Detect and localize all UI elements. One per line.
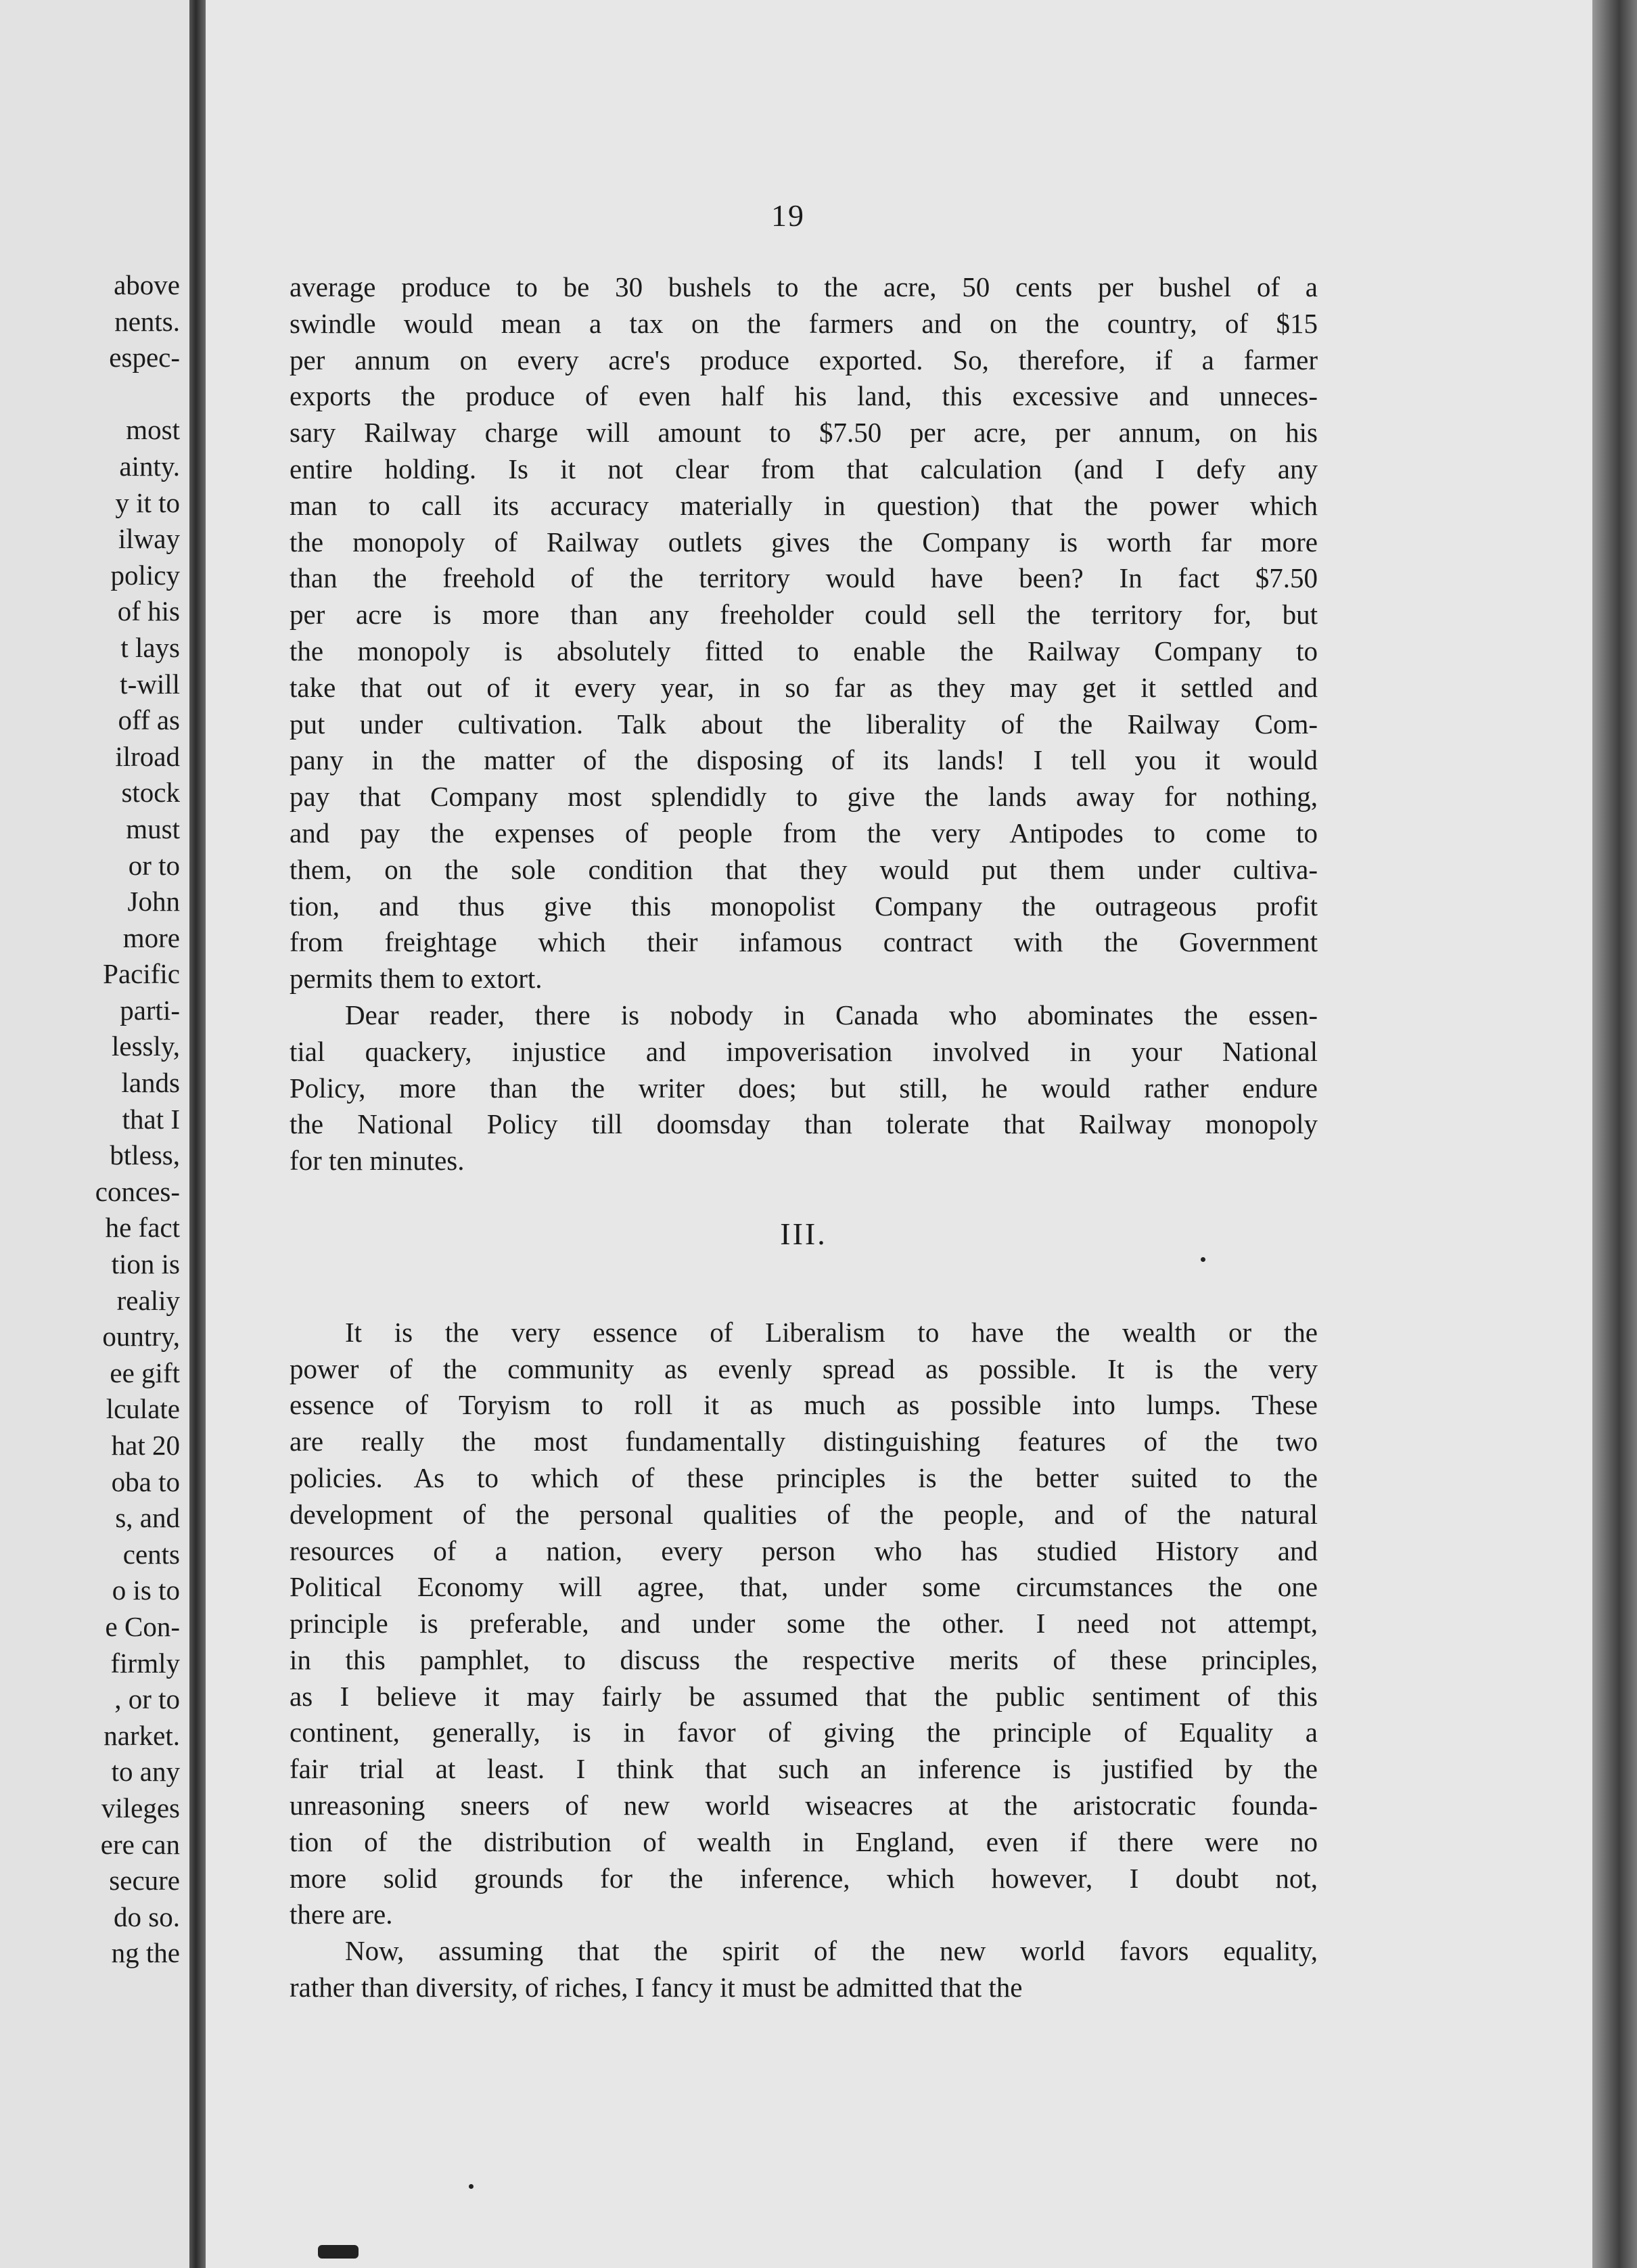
section-heading: III. bbox=[780, 1216, 827, 1251]
previous-page-line: ountry, bbox=[102, 1321, 180, 1353]
previous-page-line: above bbox=[114, 269, 180, 300]
text-line: the National Policy till doomsday than tolerate that Railway monopoly bbox=[290, 1108, 1318, 1140]
page-body bbox=[290, 269, 1318, 2006]
previous-page-line: ere can bbox=[100, 1828, 180, 1860]
previous-page-line: do so. bbox=[114, 1901, 180, 1932]
text-line: pany in the matter of the disposing of its lands! I tell you it would bbox=[290, 744, 1318, 776]
previous-page-line: oba to bbox=[111, 1466, 180, 1497]
previous-page-line: , or to bbox=[114, 1683, 180, 1715]
text-line: swindle would mean a tax on the farmers and on the country, of $15 bbox=[290, 307, 1318, 339]
previous-page-line: of his bbox=[117, 595, 180, 627]
previous-page-line: cents bbox=[122, 1538, 180, 1570]
text-line: the monopoly is absolutely fitted to enable the Railway Company to bbox=[290, 635, 1318, 666]
text-line: essence of Toryism to roll it as much as possible into lumps. These bbox=[290, 1389, 1318, 1421]
previous-page-line bbox=[0, 376, 180, 413]
previous-page-line: secure bbox=[109, 1865, 180, 1897]
page-edge bbox=[1592, 0, 1637, 2268]
scan-artifact bbox=[318, 2245, 359, 2259]
previous-page-line: that I bbox=[122, 1103, 180, 1135]
text-line: Now, assuming that the spirit of the new world favors equality, bbox=[345, 1935, 1318, 1967]
text-line: power of the community as evenly spread as possible. It is the very bbox=[290, 1353, 1318, 1384]
text-line: Dear reader, there is nobody in Canada who abominates the essen- bbox=[345, 999, 1318, 1030]
text-line: permits them to extort. bbox=[290, 963, 543, 995]
text-line: put under cultivation. Talk about the liberality of the Railway Com- bbox=[290, 708, 1318, 740]
text-line: tion, and thus give this monopolist Company the outrageous profit bbox=[290, 890, 1318, 922]
text-line: policies. As to which of these principles is the better suited to the bbox=[290, 1461, 1318, 1493]
previous-page-line: ilroad bbox=[115, 740, 180, 772]
text-line: sary Railway charge will amount to $7.50 per acre, per annum, on his bbox=[290, 417, 1318, 449]
text-line: resources of a nation, every person who has studied History and bbox=[290, 1535, 1318, 1566]
previous-page-line: btless, bbox=[110, 1139, 180, 1171]
previous-page-line: t-will bbox=[120, 668, 180, 700]
text-line: more solid grounds for the inference, which however, I doubt not, bbox=[290, 1862, 1318, 1894]
previous-page-line: parti- bbox=[120, 994, 180, 1026]
text-line: for ten minutes. bbox=[290, 1145, 465, 1177]
previous-page-line: ainty. bbox=[119, 450, 180, 482]
text-line: entire holding. Is it not clear from that calculation (and I defy any bbox=[290, 453, 1318, 484]
previous-page-line: vileges bbox=[101, 1792, 180, 1823]
text-line: Policy, more than the writer does; but still, he would rather endure bbox=[290, 1072, 1318, 1104]
previous-page-line: to any bbox=[111, 1756, 180, 1788]
previous-page-text bbox=[0, 267, 180, 1972]
previous-page-line: or to bbox=[128, 849, 180, 881]
previous-page-line: John bbox=[127, 886, 180, 917]
paragraph-4 bbox=[290, 1933, 1318, 2006]
previous-page-line: o is to bbox=[112, 1574, 180, 1606]
text-line: average produce to be 30 bushels to the acre, 50 cents per bushel of a bbox=[290, 271, 1318, 302]
text-line: fair trial at least. I think that such an inference is justified by the bbox=[290, 1753, 1318, 1785]
text-line: there are. bbox=[290, 1899, 393, 1930]
text-line: pay that Company most splendidly to give the lands away for nothing, bbox=[290, 781, 1318, 813]
text-line: than the freehold of the territory would have been? In fact $7.50 bbox=[290, 562, 1318, 594]
previous-page-line: narket. bbox=[103, 1719, 180, 1751]
book-gutter bbox=[189, 0, 206, 2268]
previous-page-line: e Con- bbox=[105, 1610, 180, 1642]
text-line: them, on the sole condition that they would put them under cultiva- bbox=[290, 853, 1318, 885]
text-line: rather than diversity, of riches, I fancy it must be admitted that the bbox=[290, 1972, 1023, 2003]
page-number: 19 bbox=[771, 198, 805, 233]
previous-page-line: lessly, bbox=[112, 1030, 180, 1062]
previous-page-line: ilway bbox=[118, 523, 180, 555]
previous-page-line: t lays bbox=[120, 631, 180, 663]
previous-page-line: lculate bbox=[106, 1393, 180, 1425]
text-line: It is the very essence of Liberalism to have the wealth or the bbox=[345, 1316, 1318, 1348]
previous-page-line: y it to bbox=[115, 486, 180, 518]
text-line: Political Economy will agree, that, under some circumstances the one bbox=[290, 1571, 1318, 1603]
previous-page-line: policy bbox=[110, 559, 180, 591]
ink-speck bbox=[1201, 1257, 1205, 1262]
text-line: unreasoning sneers of new world wiseacres at the aristocratic founda- bbox=[290, 1790, 1318, 1821]
text-line: tial quackery, injustice and impoverisation involved in your National bbox=[290, 1035, 1318, 1067]
previous-page-line: Pacific bbox=[103, 958, 180, 990]
text-line: exports the produce of even half his land, this excessive and unneces- bbox=[290, 380, 1318, 412]
text-line: and pay the expenses of people from the very Antipodes to come to bbox=[290, 817, 1318, 848]
text-line: per annum on every acre's produce exported. So, therefore, if a farmer bbox=[290, 344, 1318, 376]
text-line: take that out of it every year, in so far as they may get it settled and bbox=[290, 671, 1318, 703]
paragraph-3 bbox=[290, 1315, 1318, 1934]
text-line: from freightage which their infamous contract with the Government bbox=[290, 926, 1318, 958]
text-line: development of the personal qualities of the people, and of the natural bbox=[290, 1498, 1318, 1530]
text-line: in this pamphlet, to discuss the respective merits of these principles, bbox=[290, 1643, 1318, 1675]
text-line: man to call its accuracy materially in question) that the power which bbox=[290, 489, 1318, 521]
text-line: the monopoly of Railway outlets gives the Company is worth far more bbox=[290, 526, 1318, 558]
previous-page-fragment bbox=[0, 0, 189, 2268]
previous-page-line: realiy bbox=[116, 1284, 180, 1316]
previous-page-line: lands bbox=[121, 1067, 180, 1099]
previous-page-line: tion is bbox=[111, 1248, 180, 1280]
previous-page-line: nents. bbox=[114, 305, 180, 337]
text-line: principle is preferable, and under some the other. I need not attempt, bbox=[290, 1608, 1318, 1639]
previous-page-line: stock bbox=[121, 777, 180, 809]
paragraph-2 bbox=[290, 997, 1318, 1179]
previous-page-line: firmly bbox=[110, 1647, 180, 1679]
text-line: per acre is more than any freeholder could sell the territory for, but bbox=[290, 599, 1318, 631]
text-line: are really the most fundamentally distinguishing features of the two bbox=[290, 1426, 1318, 1457]
text-line: continent, generally, is in favor of giving the principle of Equality a bbox=[290, 1717, 1318, 1748]
previous-page-line: must bbox=[126, 813, 180, 844]
previous-page-line: off as bbox=[118, 704, 180, 736]
previous-page-line: most bbox=[126, 414, 180, 446]
previous-page-line: he fact bbox=[105, 1212, 180, 1244]
text-line: tion of the distribution of wealth in England, even if there were no bbox=[290, 1825, 1318, 1857]
previous-page-line: s, and bbox=[115, 1502, 180, 1534]
paragraph-1 bbox=[290, 269, 1318, 997]
previous-page-line: espec- bbox=[109, 342, 180, 373]
previous-page-line: conces- bbox=[95, 1175, 180, 1207]
previous-page-line: ee gift bbox=[110, 1357, 180, 1388]
text-line: as I believe it may fairly be assumed that the public sentiment of this bbox=[290, 1680, 1318, 1712]
previous-page-line: more bbox=[122, 922, 180, 953]
ink-speck bbox=[469, 2184, 474, 2189]
previous-page-line: ng the bbox=[111, 1937, 180, 1969]
previous-page-line: hat 20 bbox=[111, 1430, 180, 1461]
